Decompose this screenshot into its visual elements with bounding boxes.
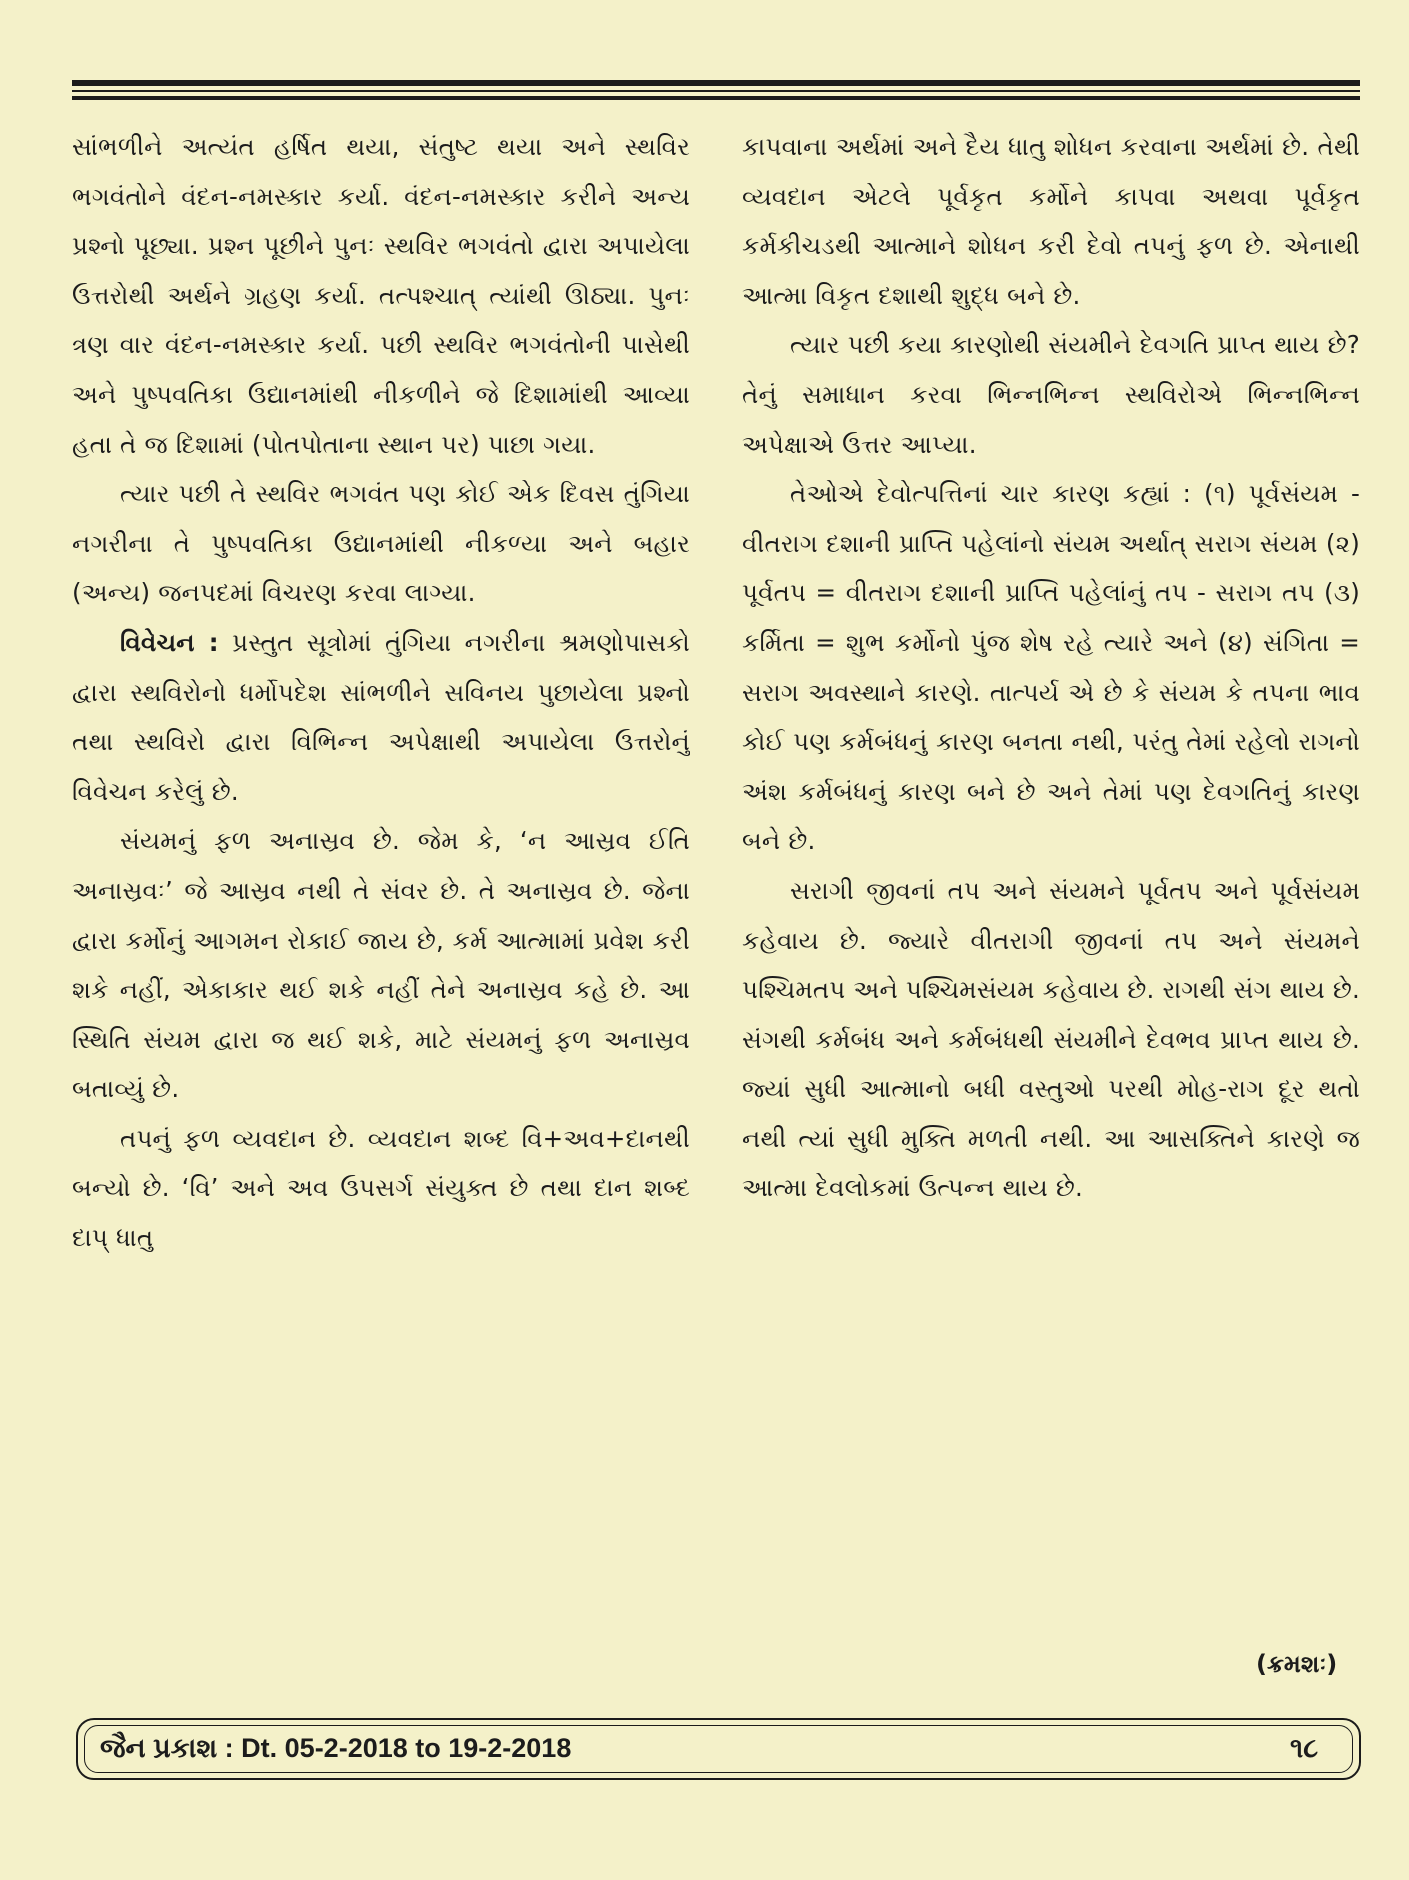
header-rule-thin: [72, 90, 1360, 92]
right-paragraph-1: કાપવાના અર્થમાં અને દૈય ધાતુ શોધન કરવાના અર્થમાં છે. તેથી વ્યવદાન એટલે પૂર્વકૃત કર્મોને કાપવા અથવા પૂર્વકૃત કર્મકીચડથી આત્માને શોધન કરી દેવો તપનું ફળ છે. એનાથી આત્મા વિકૃત દશાથી શુદ્ધ બને છે.: [742, 132, 1360, 310]
right-paragraph-4: સરાગી જીવનાં તપ અને સંયમને પૂર્વતપ અને પૂર્વસંયમ કહેવાય છે. જ્યારે વીતરાગી જીવનાં તપ અને સંયમને પશ્ચિમતપ અને પશ્ચિમસંયમ કહેવાય છે. રાગથી સંગ થાય છે. સંગથી કર્મબંધ અને કર્મબંધથી સંયમીને દેવભવ પ્રાપ્ત થાય છે. જ્યાં સુધી આત્માનો બધી વસ્તુઓ પરથી મોહ-રાગ દૂર થતો નથી ત્યાં સુધી મુક્તિ મળતી નથી. આ આસક્તિને કારણે જ આત્મા દેવલોકમાં ઉત્પન્ન થાય છે.: [742, 875, 1360, 1203]
right-column: [742, 122, 1360, 1662]
left-column: [72, 122, 690, 1662]
left-paragraph-1: સાંભળીને અત્યંત હર્ષિત થયા, સંતુષ્ટ થયા અને સ્થવિર ભગવંતોને વંદન-નમસ્કાર કર્યા. વંદન-નમસ્કાર કરીને અન્ય પ્રશ્નો પૂછ્યા. પ્રશ્ન પૂછીને પુનઃ સ્થવિર ભગવંતો દ્વારા અપાયેલા ઉત્તરોથી અર્થને ગ્રહણ કર્યા. તત્પશ્ચાત્ ત્યાંથી ઊઠ્યા. પુનઃ ત્રણ વાર વંદન-નમસ્કાર કર્યા. પછી સ્થવિર ભગવંતોની પાસેથી અને પુષ્પવતિકા ઉદ્યાનમાંથી નીકળીને જે દિશામાંથી આવ્યા હતા તે જ દિશામાં (પોતપોતાના સ્થાન પર) પાછા ગયા.: [72, 132, 690, 459]
continued-label: (ક્રમશઃ): [1256, 1650, 1338, 1678]
left-paragraph-2: ત્યાર પછી તે સ્થવિર ભગવંત પણ કોઈ એક દિવસ તુંગિયા નગરીના તે પુષ્પવતિકા ઉદ્યાનમાંથી નીકળ્યા અને બહાર (અન્ય) જનપદમાં વિચરણ કરવા લાગ્યા.: [72, 479, 690, 608]
left-paragraph-3: [72, 618, 690, 816]
commentary-heading: વિવેચન :: [120, 627, 219, 657]
page-number: ૧૮: [1290, 1733, 1319, 1764]
commentary-text: પ્રસ્તુત સૂત્રોમાં તુંગિયા નગરીના શ્રમણોપાસકો દ્વારા સ્થવિરોનો ધર્મોપદેશ સાંભળીને સવિનય પુછાયેલા પ્રશ્નો તથા સ્થવિરો દ્વારા વિભિન્ન અપેક્ષાથી અપાયેલા ઉત્તરોનું વિવેચન કરેલું છે.: [72, 627, 690, 806]
footer-publication: જૈન પ્રકાશ : Dt. 05-2-2018 to 19-2-2018: [100, 1733, 572, 1763]
left-paragraph-4: સંયમનું ફળ અનાસ્રવ છે. જેમ કે, ‘ન આસ્રવ ઈતિ અનાસ્રવઃ’ જે આસ્રવ નથી તે સંવર છે. તે અનાસ્રવ છે. જેના દ્વારા કર્મોનું આગમન રોકાઈ જાય છે, કર્મ આત્મામાં પ્રવેશ કરી શકે નહીં, એકાકાર થઈ શકે નહીં તેને અનાસ્રવ કહે છે. આ સ્થિતિ સંયમ દ્વારા જ થઈ શકે, માટે સંયમનું ફળ અનાસ્રવ બતાવ્યું છે.: [72, 826, 690, 1104]
header-rule-thick: [72, 80, 1360, 86]
left-paragraph-5: તપનું ફળ વ્યવદાન છે. વ્યવદાન શબ્દ વિ+અવ+દાનથી બન્યો છે. ‘વિ’ અને અવ ઉપસર્ગ સંયુક્ત છે તથા દાન શબ્દ દાપ્ ધાતુ: [72, 1123, 690, 1253]
right-paragraph-2: ત્યાર પછી કયા કારણોથી સંયમીને દેવગતિ પ્રાપ્ત થાય છે? તેનું સમાધાન કરવા ભિન્નભિન્ન સ્થવિરોએ ભિન્નભિન્ન અપેક્ષાએ ઉત્તર આપ્યા.: [742, 330, 1360, 459]
right-paragraph-3: તેઓએ દેવોત્પત્તિનાં ચાર કારણ કહ્યાં : (૧) પૂર્વસંયમ - વીતરાગ દશાની પ્રાપ્તિ પહેલાંનો સંયમ અર્થાત્ સરાગ સંયમ (૨) પૂર્વતપ = વીતરાગ દશાની પ્રાપ્તિ પહેલાંનું તપ - સરાગ તપ (૩) કર્મિતા = શુભ કર્મોનો પુંજ શેષ રહે ત્યારે અને (૪) સંગિતા = સરાગ અવસ્થાને કારણે. તાત્પર્ય એ છે કે સંયમ કે તપના ભાવ કોઈ પણ કર્મબંધનું કારણ બનતા નથી, પરંતુ તેમાં રહેલો રાગનો અંશ કર્મબંધનું કારણ બને છે અને તેમાં પણ દેવગતિનું કારણ બને છે.: [742, 479, 1360, 856]
header-rule-bottom: [72, 96, 1360, 100]
